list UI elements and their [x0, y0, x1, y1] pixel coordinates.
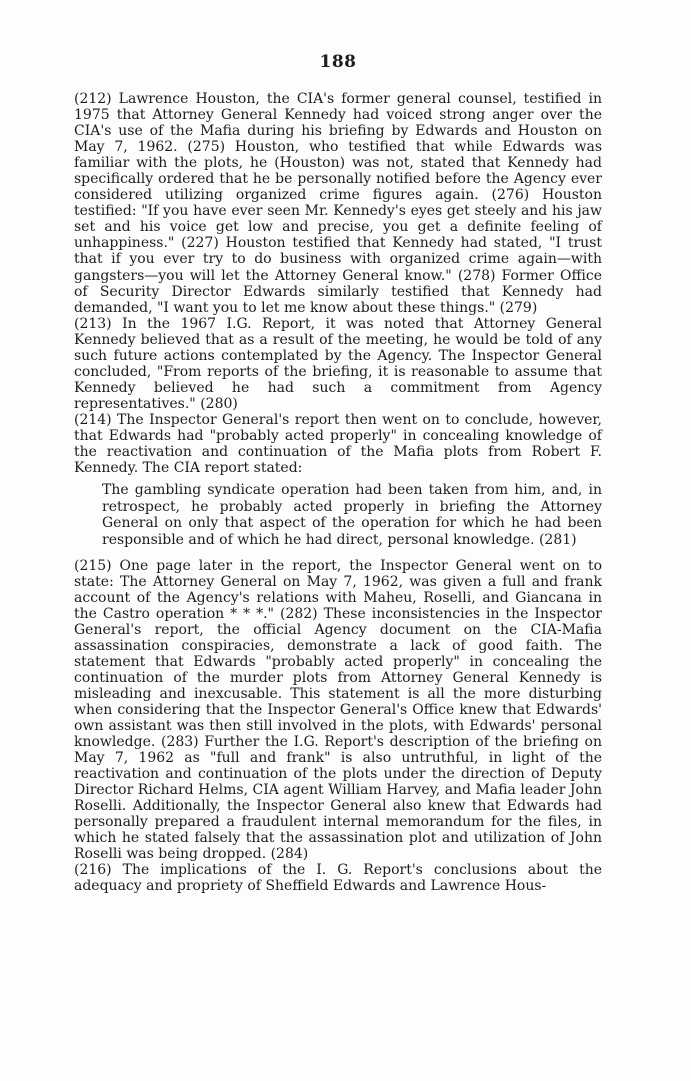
- block-quote-214: The gambling syndicate operation had been taken from him, and, in retrospect, he probably acted properly in briefing the Attorney General on only that aspect of the operation for which he had been responsible and of which he had direct, personal knowledge. (281): [102, 482, 602, 548]
- paragraph-215: (215) One page later in the report, the Inspector General went on to state: The Attorney General on May 7, 1962, was given a full and frank account of the Agency's relations with Maheu, Roselli, and Giancana in the Castro operation * * *." (282) These inconsistencies in the Inspector General's report, the official Agency document on the CIA-Mafia assassination conspiracies, demonstrate a lack of good faith. The statement that Edwards "probably acted properly" in concealing the continuation of the murder plots from Attorney General Kennedy is misleading and inexcusable. This statement is all the more disturbing when considering that the Inspector General's Office knew that Edwards' own assistant was then still involved in the plots, with Edwards' personal knowledge. (283) Further the I.G. Report's description of the briefing on May 7, 1962 as "full and frank" is also untruthful, in light of the reactivation and continuation of the plots under the direction of Deputy Director Richard Helms, CIA agent William Harvey, and Mafia leader John Roselli. Additionally, the Inspector General also knew that Edwards had personally prepared a fraudulent internal memorandum for the files, in which he stated falsely that the assassination plot and utilization of John Roselli was being dropped. (284): [74, 557, 602, 863]
- paragraph-214: (214) The Inspector General's report then went on to conclude, however, that Edwards had "probably acted properly" in concealing knowledge of the reactivation and continuation of the Mafia plots from Robert F. Kennedy. The CIA report stated:: [74, 411, 602, 477]
- paragraph-216: (216) The implications of the I. G. Report's conclusions about the adequacy and propriety of Sheffield Edwards and Lawrence Hous-: [74, 862, 602, 895]
- document-page: [74, 52, 602, 894]
- paragraph-213: (213) In the 1967 I.G. Report, it was noted that Attorney General Kennedy believed that as a result of the meeting, he would be told of any such future actions contemplated by the Agency. The Inspector General concluded, "From reports of the briefing, it is reasonable to assume that Kennedy believed he had such a commitment from Agency representatives." (280): [74, 315, 602, 412]
- paragraph-212: (212) Lawrence Houston, the CIA's former general counsel, testified in 1975 that Attorney General Kennedy had voiced strong anger over the CIA's use of the Mafia during his briefing by Edwards and Houston on May 7, 1962. (275) Houston, who testified that while Edwards was familiar with the plots, he (Houston) was not, stated that Kennedy had specifically ordered that he be personally notified before the Agency ever considered utilizing organized crime figures again. (276) Houston testified: "If you have ever seen Mr. Kennedy's eyes get steely and his jaw set and his voice get low and precise, you get a definite feeling of unhappiness." (227) Houston testified that Kennedy had stated, "I trust that if you ever try to do business with organized crime again—with gangsters—you will let the Attorney General know." (278) Former Office of Security Director Edwards similarly testified that Kennedy had demanded, "I want you to let me know about these things." (279): [74, 91, 602, 316]
- page-number: 188: [319, 52, 357, 72]
